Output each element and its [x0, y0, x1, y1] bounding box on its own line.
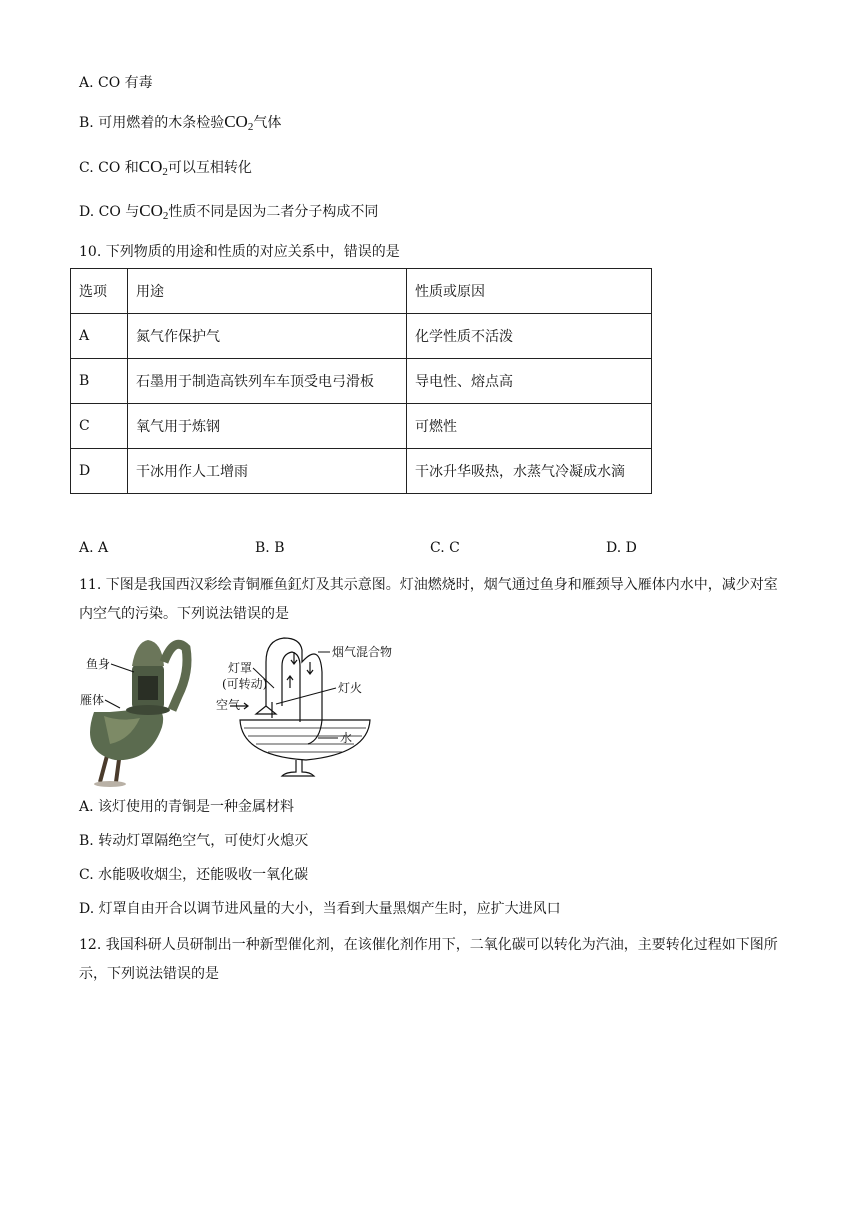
q9-option-b-formula: [224, 112, 253, 131]
label-water: 水: [340, 731, 353, 745]
table-row: [71, 359, 652, 404]
q9-option-d-tail: 性质不同是因为二者分子构成不同: [168, 204, 379, 220]
q10-stem: 10. 下列物质的用途和性质的对应关系中，错误的是: [79, 244, 400, 260]
q10-table: [70, 268, 652, 494]
formula-subscript: 2: [247, 121, 254, 133]
q10-options: [79, 540, 719, 560]
q10-option-b: B. B: [255, 540, 285, 556]
table-cell: 可燃性: [407, 404, 652, 449]
table-cell: 氮气作保护气: [128, 314, 407, 359]
table-header-cell: 性质或原因: [407, 269, 652, 314]
table-cell: 干冰升华吸热，水蒸气冷凝成水滴: [407, 449, 652, 494]
q9-option-d-formula: [139, 201, 168, 220]
q9-option-a-text: A. CO 有毒: [79, 75, 153, 91]
q11-stem: 11. 下图是我国西汉彩绘青铜雁鱼釭灯及其示意图。灯油燃烧时，烟气通过鱼身和雁颈导入雁体内水中，减少对室内空气的污染。下列说法错误的是: [79, 577, 778, 622]
label-fish-body: 鱼身: [86, 657, 111, 671]
q9-option-c: [79, 157, 252, 182]
formula-subscript: 2: [162, 210, 169, 222]
table-cell: 干冰用作人工增雨: [128, 449, 407, 494]
label-lamp-shade: 灯罩: [228, 661, 253, 675]
q11-option-a: A. 该灯使用的青铜是一种金属材料: [79, 799, 295, 815]
table-cell: 氧气用于炼钢: [128, 404, 407, 449]
table-cell: A: [71, 314, 128, 359]
label-shade-note: (可转动): [222, 677, 268, 691]
table-cell: 导电性、熔点高: [407, 359, 652, 404]
q11-option-b: B. 转动灯罩隔绝空气，可使灯火熄灭: [79, 833, 309, 849]
formula-base: CO: [224, 112, 248, 131]
q9-option-b-text: B. 可用燃着的木条检验: [79, 115, 225, 131]
label-smoke-mixture: 烟气混合物: [332, 645, 393, 659]
lamp-figure: [70, 632, 400, 792]
table-header-cell: 用途: [128, 269, 407, 314]
label-air: 空气: [216, 698, 241, 712]
formula-base: CO: [138, 157, 163, 176]
leader-line: [276, 688, 336, 704]
q9-option-d: [79, 201, 378, 226]
q9-option-c-tail: 可以互相转化: [167, 160, 252, 176]
table-header-row: [71, 269, 652, 314]
q9-option-b-tail: 气体: [253, 115, 282, 131]
table-cell: B: [71, 359, 128, 404]
formula-subscript: 2: [162, 166, 168, 178]
q12-stem: 12. 我国科研人员研制出一种新型催化剂，在该催化剂作用下，二氧化碳可以转化为汽油，主要转化过程如下图所示，下列说法错误的是: [79, 937, 778, 982]
q9-option-d-text: D. CO 与: [79, 204, 140, 220]
q11-option-d: D. 灯罩自由开合以调节进风量的大小，当看到大量黑烟产生时，应扩大进风口: [79, 901, 561, 917]
q11-option-c: C. 水能吸收烟尘，还能吸收一氧化碳: [79, 867, 309, 883]
q9-option-c-text: C. CO 和: [79, 160, 139, 176]
table-cell: D: [71, 449, 128, 494]
table-cell: C: [71, 404, 128, 449]
q10-option-a: A. A: [79, 540, 109, 556]
leader-line: [111, 664, 134, 672]
table-cell: 化学性质不活泼: [407, 314, 652, 359]
q10-option-d: D. D: [606, 540, 637, 556]
formula-base: CO: [139, 201, 163, 220]
table-row: [71, 404, 652, 449]
leader-line: [105, 700, 120, 708]
table-row: [71, 449, 652, 494]
q9-option-b: [79, 112, 281, 137]
q10-option-c: C. C: [430, 540, 460, 556]
label-flame: 灯火: [338, 681, 363, 695]
q9-option-c-formula: [139, 157, 168, 176]
label-goose-body: 雁体: [80, 693, 105, 707]
table-cell: 石墨用于制造高铁列车车顶受电弓滑板: [128, 359, 407, 404]
table-row: [71, 314, 652, 359]
q9-option-a: [79, 73, 153, 93]
table-header-cell: 选项: [71, 269, 128, 314]
